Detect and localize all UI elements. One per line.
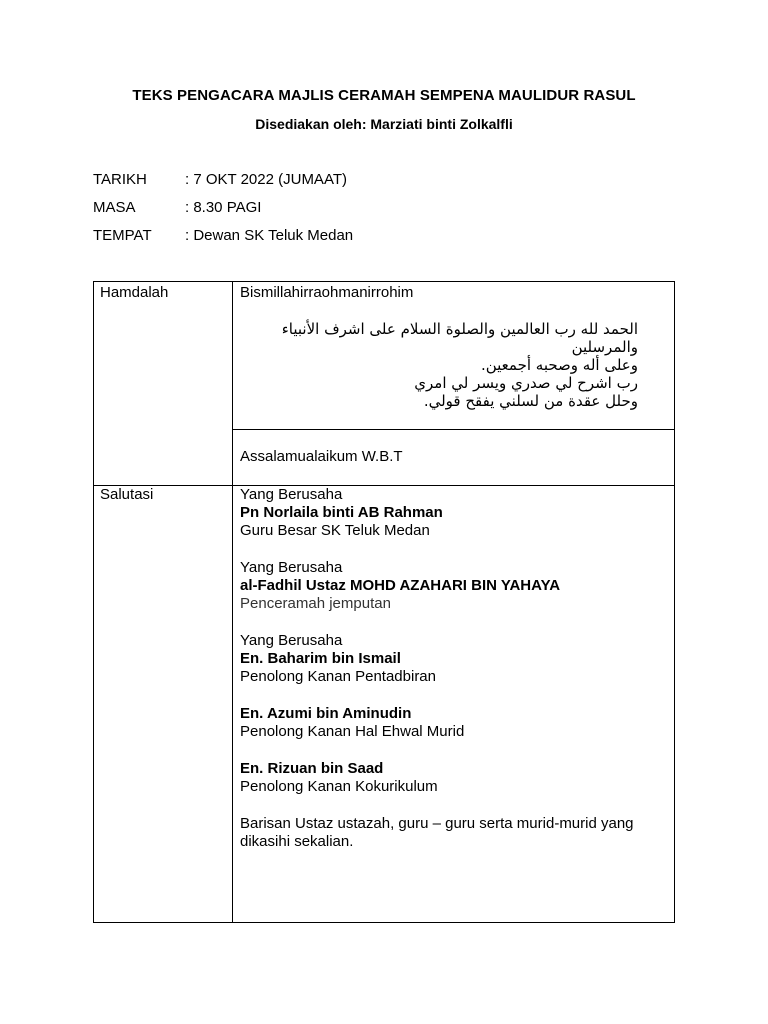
salutation-role: Penolong Kanan Kokurikulum	[240, 778, 438, 795]
arabic-line: رب اشرح لي صدري ويسر لي امري	[414, 374, 638, 392]
arabic-line: وعلى أله وصحبه أجمعين.	[480, 356, 638, 374]
row-divider	[232, 429, 674, 430]
salutation-role: Penceramah jemputan	[240, 595, 391, 612]
opening-line: Bismillahirraohmanirrohim	[240, 284, 414, 301]
greeting-text: Assalamualaikum W.B.T	[240, 448, 403, 465]
salutation-prefix: Yang Berusaha	[240, 559, 343, 576]
detail-value: : 7 OKT 2022 (JUMAAT)	[185, 171, 347, 188]
salutation-group	[240, 760, 665, 796]
arabic-prayer	[240, 320, 638, 410]
detail-label: TARIKH	[93, 171, 147, 188]
salutasi-content	[240, 486, 665, 851]
salutation-name: En. Rizuan bin Saad	[240, 760, 384, 777]
arabic-line: الحمد لله رب العالمين والصلوة السلام على اشرف الأنبياء والمرسلين	[281, 320, 638, 356]
column-divider	[232, 282, 233, 922]
salutation-name: al-Fadhil Ustaz MOHD AZAHARI BIN YAHAYA	[240, 577, 561, 594]
section-label-salutasi: Salutasi	[100, 486, 154, 503]
salutation-group	[240, 486, 665, 540]
detail-label: MASA	[93, 199, 136, 216]
salutation-group	[240, 705, 665, 741]
script-table	[93, 281, 675, 923]
salutation-role: Penolong Kanan Pentadbiran	[240, 668, 436, 685]
salutation-group	[240, 632, 665, 686]
document-title: TEKS PENGACARA MAJLIS CERAMAH SEMPENA MAULIDUR RASUL	[132, 87, 636, 104]
salutation-role: Penolong Kanan Hal Ehwal Murid	[240, 723, 465, 740]
detail-label: TEMPAT	[93, 227, 152, 244]
salutation-role: Guru Besar SK Teluk Medan	[240, 522, 430, 539]
detail-value: : 8.30 PAGI	[185, 199, 262, 216]
detail-value: : Dewan SK Teluk Medan	[185, 227, 354, 244]
salutation-name: Pn Norlaila binti AB Rahman	[240, 504, 443, 521]
document-subtitle: Disediakan oleh: Marziati binti Zolkalfli	[255, 116, 513, 132]
salutation-prefix: Yang Berusaha	[240, 632, 343, 649]
closing-text: Barisan Ustaz ustazah, guru – guru serta murid-murid yang dikasihi sekalian.	[240, 815, 634, 850]
salutation-group	[240, 559, 665, 613]
arabic-line: وحلل عقدة من لسلني يفقح قولي.	[423, 392, 638, 410]
salutation-name: En. Baharim bin Ismail	[240, 650, 401, 667]
salutation-name: En. Azumi bin Aminudin	[240, 705, 412, 722]
hamdalah-content	[240, 284, 665, 410]
section-label-hamdalah: Hamdalah	[100, 284, 169, 301]
salutation-prefix: Yang Berusaha	[240, 486, 343, 503]
